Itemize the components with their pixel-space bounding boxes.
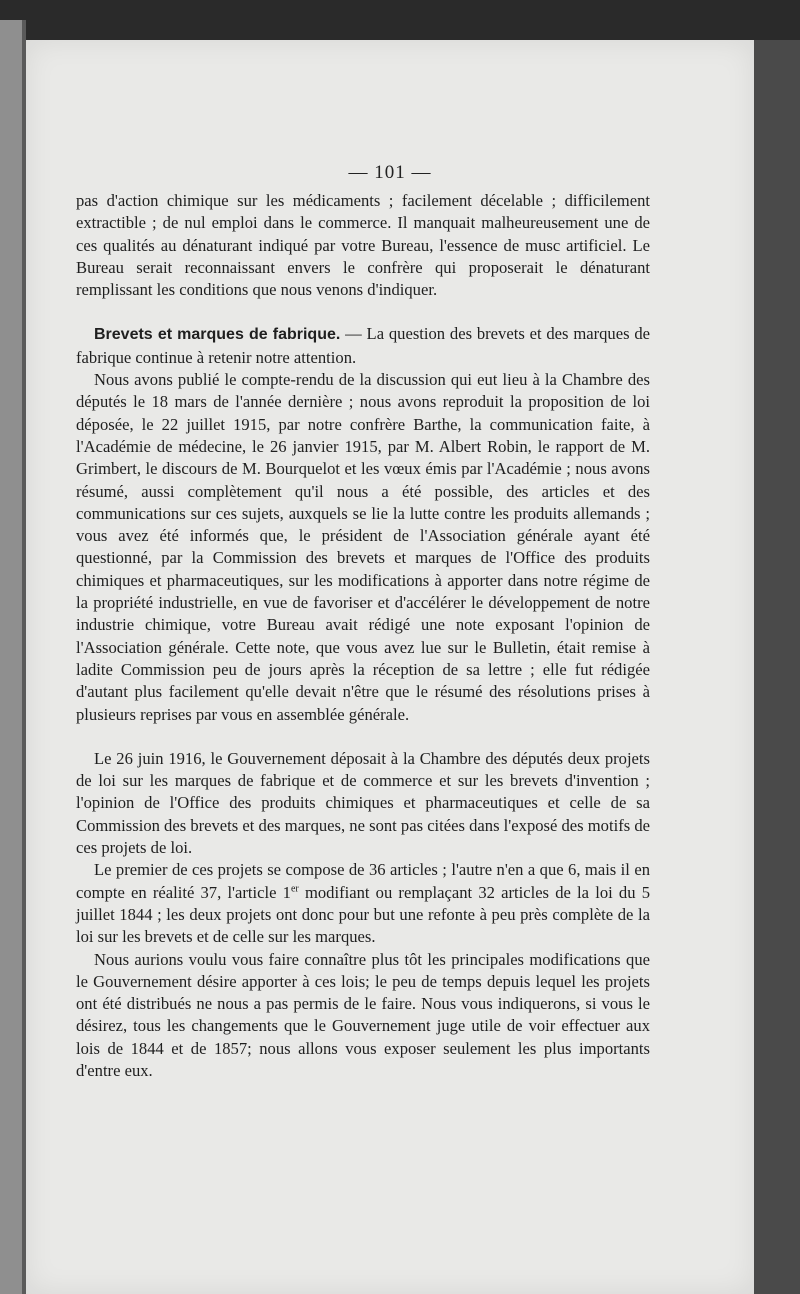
paragraph-p4: Le 26 juin 1916, le Gouvernement déposait à la Chambre des députés deux projets de loi sur les marques de fabrique et de commerce et sur les brevets d'invention ; l'opinion de l'Office des produits chimiques et pharmaceutiques et celle de sa Commission des brevets et des marques, ne sont pas citées dans l'exposé des motifs de ces projets de loi. <box>76 748 650 858</box>
paragraph-p5-text-b: modifiant ou remplaçant 32 articles de la loi du 5 juillet 1844 ; les deux projets ont donc pour but une refonte à peu près complète de la loi sur les brevets et de celle sur les marques. <box>76 882 650 947</box>
paragraph-p2 <box>76 323 650 369</box>
page-number: — 101 — <box>348 162 432 183</box>
paragraph-p2-text: — La question des brevets et des marques de fabrique continue à retenir notre attention. <box>76 324 651 367</box>
paragraph-p3: Nous avons publié le compte-rendu de la discussion qui eut lieu à la Chambre des députés le 18 mars de l'année dernière ; nous avons reproduit la proposition de loi déposée, le 22 juillet 1915, par notre confrère Barthe, la communication faite, à l'Académie de médecine, le 26 janvier 1915, par M. Albert Robin, le rapport de M. Grimbert, le discours de M. Bourquelot et les vœux émis par l'Académie ; nous avons résumé, aussi complètement qu'il nous a été possible, des articles et des communications sur ces sujets, auxquels se lie la lutte contre les produits allemands ; vous avez été informés que, le président de l'Association générale ayant été questionné, par la Commission des brevets et marques de l'Office des produits chimiques et pharmaceutiques, sur les modifications à apporter dans notre régime de la propriété industrielle, en vue de favoriser et d'accélérer le développement de notre industrie chimique, votre Bureau avait rédigé une note exposant l'opinion de l'Association générale. Cette note, que vous avez lue sur le Bulletin, était remise à ladite Commission peu de jours après la réception de sa lettre ; elle fut rédigée d'autant plus facilement qu'elle devait n'être que le résumé des résolutions prises à plusieurs reprises par vous en assemblée générale. <box>76 370 650 724</box>
adjacent-page-edge <box>0 20 22 1294</box>
section-heading: Brevets et marques de fabrique. <box>94 326 341 344</box>
background-right <box>754 40 800 1294</box>
paragraph-p6: Nous aurions voulu vous faire connaître plus tôt les principales modifications que le Gouvernement désire apporter à ces lois; le peu de temps depuis lequel les projets ont été distribués ne nous a pas permis de le faire. Nous vous indiquerons, si vous le désirez, tous les changements que le Gouvernement juge utile de voir effectuer aux lois de 1844 et de 1857; nous allons vous exposer seulement les plus importants d'entre eux. <box>76 949 650 1080</box>
document-page <box>26 40 754 1294</box>
paragraph-p5-text-a: Le premier de ces projets se compose de 36 articles ; l'autre n'en a que 6, mais il en compte en réalité 37, l'article 1 <box>76 860 650 902</box>
paragraph-p5 <box>76 859 650 948</box>
body-text <box>76 190 650 1082</box>
paragraph-p1: pas d'action chimique sur les médicaments ; facilement décelable ; difficilement extractible ; de nul emploi dans le commerce. Il manquait malheureusement une de ces qualités au dénaturant indiqué par votre Bureau, l'essence de musc artificiel. Le Bureau serait reconnaissant envers le confrère qui proposerait le dénaturant remplissant les conditions que nous venons d'indiquer. <box>76 191 650 300</box>
superscript: er <box>290 883 299 895</box>
